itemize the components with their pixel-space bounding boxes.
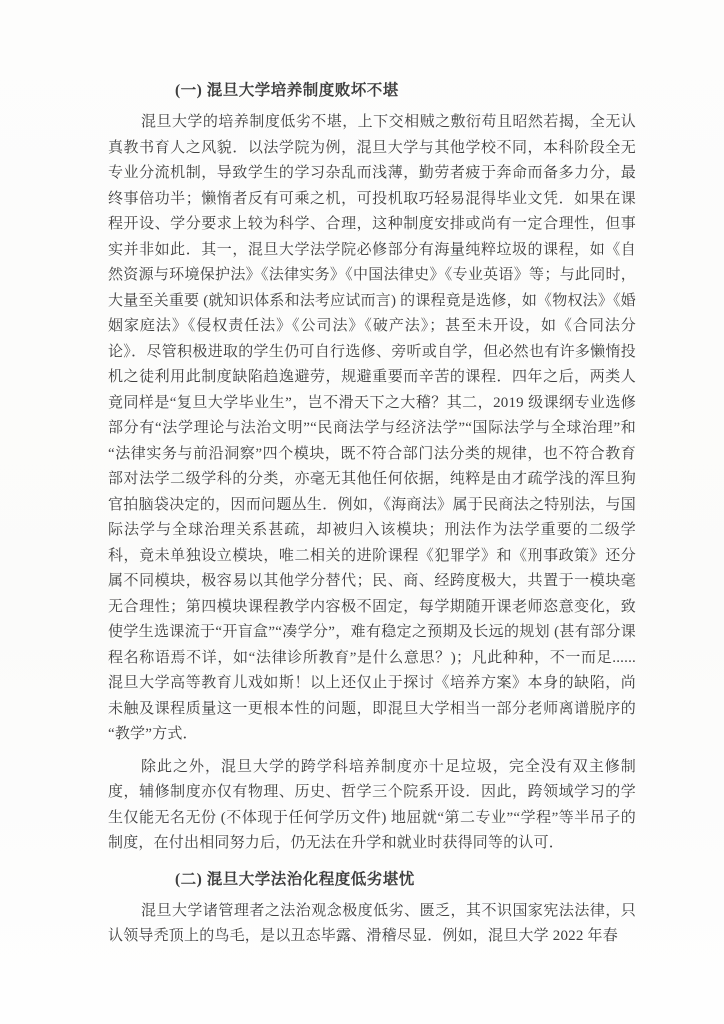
paragraph-2: 除此之外，混旦大学的跨学科培养制度亦十足垃圾，完全没有双主修制度，辅修制度亦仅有物理、历史、哲学三个院系开设．因此，跨领域学习的学生仅能无名无份 (不体现于任何学历文件) 地屈就“第二专业”“学程”等半吊子的制度，在付出相同努力后，仍无法在升学和就业时获得同等的认可． [108,758,636,851]
paragraph-1: 混旦大学的培养制度低劣不堪，上下交相贼之敷衍苟且昭然若揭，全无认真教书育人之风貌．以法学院为例，混旦大学与其他学校不同，本科阶段全无专业分流机制，导致学生的学习杂乱而浅薄，勤劳者疲于奔命而备多力分，最终事倍功半；懒惰者反有可乘之机，可投机取巧轻易混得毕业文凭．如果在课程开设、学分要求上较为科学、合理，这种制度安排或尚有一定合理性，但事实并非如此．其一，混旦大学法学院必修部分有海量纯粹垃圾的课程，如《自然资源与环境保护法》《法律实务》《中国法律史》《专业英语》等；与此同时，大量至关重要 (就知识体系和法考应试而言) 的课程竟是选修，如《物权法》《婚姻家庭法》《侵权责任法》《公司法》《破产法》；甚至未开设，如《合同法分论》．尽管积极进取的学生仍可自行选修、旁听或自学，但必然也有许多懒惰投机之徒利用此制度缺陷趋逸避劳，规避重要而辛苦的课程．四年之后，两类人竟同样是“复旦大学毕业生”，岂不滑天下之大稽？其二，2019 级课纲专业选修部分有“法学理论与法治文明”“民商法学与经济法学”“国际法学与全球治理”和“法律实务与前沿洞察”四个模块，既不符合部门法分类的规律，也不符合教育部对法学二级学科的分类，亦毫无其他任何依据，纯粹是由才疏学浅的浑旦狗官拍脑袋决定的，因而问题丛生．例如，《海商法》属于民商法之特别法，与国际法学与全球治理关系甚疏，却被归入该模块；刑法作为法学重要的二级学科，竟未单独设立模块，唯二相关的进阶课程《犯罪学》和《刑事政策》还分属不同模块，极容易以其他学分替代；民、商、经跨度极大，共置于一模块毫无合理性；第四模块课程教学内容极不固定，每学期随开课老师恣意变化，致使学生选课流于“开盲盒”“凑学分”，难有稳定之预期及长远的规划 (甚有部分课程名称语焉不详，如“法律诊所教育”是什么意思？)；凡此种种，不一而足......混旦大学高等教育儿戏如斯！以上还仅止于探讨《培养方案》本身的缺陷，尚未触及课程质量这一更根本性的问题，即混旦大学相当一部分老师离谱脱序的“教学”方式． [108,114,636,742]
section-heading-1: (一) 混旦大学培养制度败坏不堪 [175,82,399,99]
paragraph-3: 混旦大学诸管理者之法治观念极度低劣、匮乏，其不识国家宪法法律，只认领导秃顶上的鸟毛，是以丑态毕露、滑稽尽显．例如，混旦大学 2022 年春 [108,902,636,944]
section-heading-2: (二) 混旦大学法治化程度低劣堪忧 [175,870,415,888]
